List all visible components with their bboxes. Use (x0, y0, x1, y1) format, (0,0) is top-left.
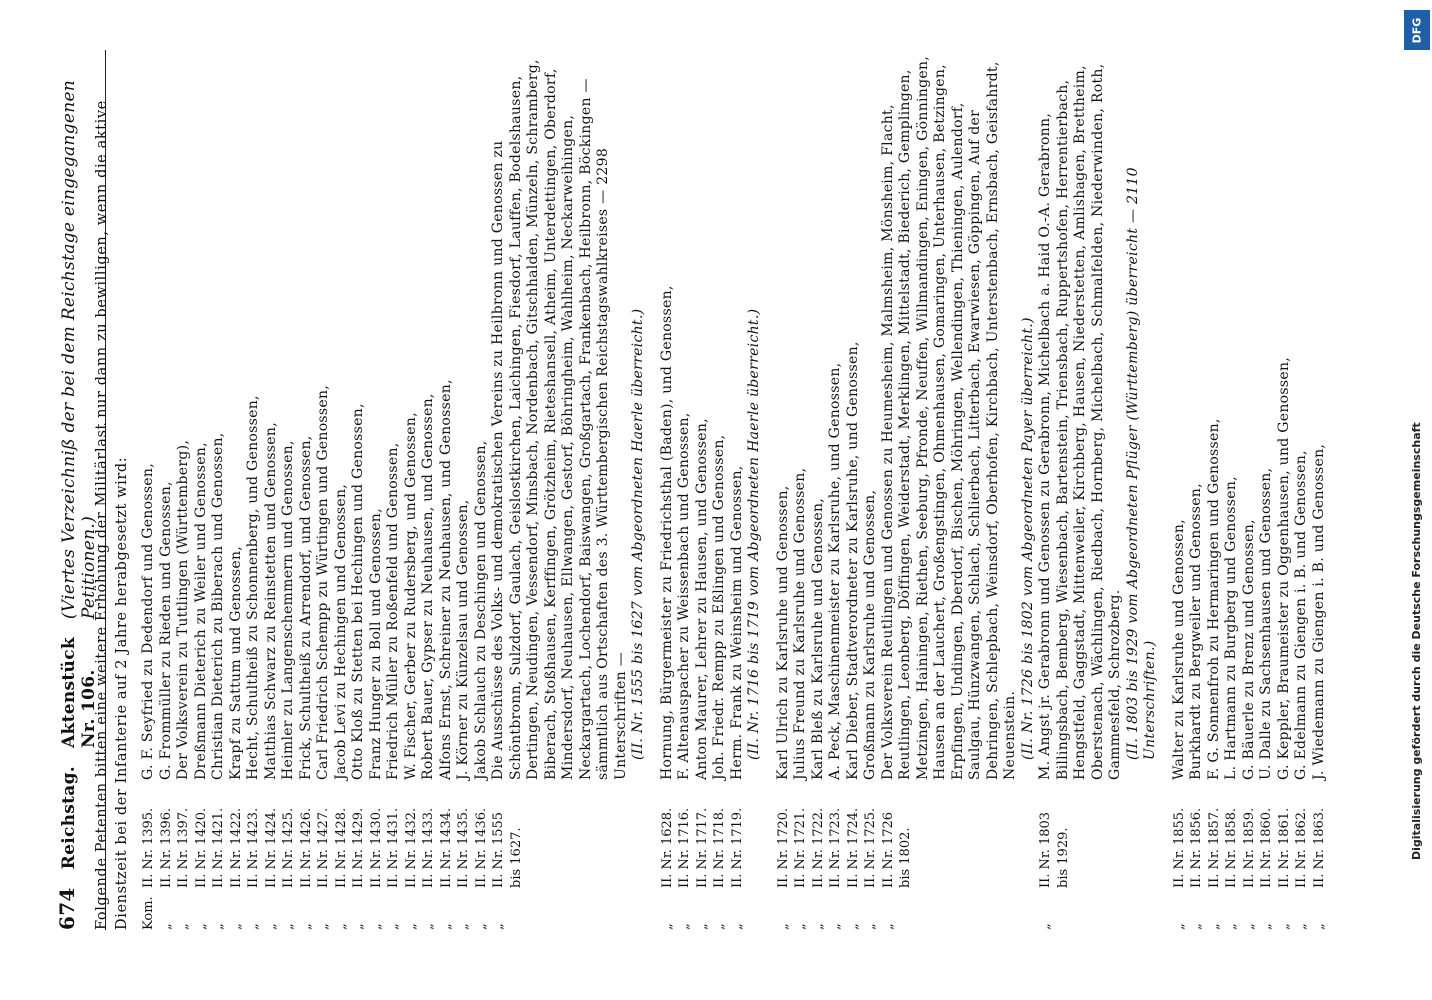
entry-number: II. Nr. 1719. (729, 807, 745, 888)
entry-number: II. Nr. 1425. (281, 807, 296, 888)
entry-number: II. Nr. 1723. (828, 807, 843, 888)
entry-number: II. Nr. 1555 bis 1627. (491, 811, 524, 888)
list-item (1241, 50, 1259, 930)
entry-marker: „ (659, 923, 675, 930)
entry-marker: „ (246, 923, 261, 930)
entry-number: II. Nr. 1429. (351, 807, 366, 888)
entry-number: II. Nr. 1861. (1276, 807, 1292, 888)
list-item (711, 50, 729, 930)
entry-number: II. Nr. 1720. (775, 807, 791, 888)
entry-text: G. F. Seyfried zu Dedendorf und Genossen, (140, 463, 156, 780)
entry-number: II. Nr. 1860. (1259, 807, 1274, 888)
list-item (729, 50, 747, 930)
entry-number: II. Nr. 1434. (438, 807, 454, 888)
entry-number: II. Nr. 1721. (793, 807, 808, 888)
list-item (694, 50, 712, 930)
entry-marker: „ (386, 923, 401, 930)
entry-number: II. Nr. 1863. (1311, 807, 1327, 888)
entry-number: II. Nr. 1423. (246, 807, 261, 888)
entry-marker: „ (421, 923, 436, 930)
entry-marker: „ (810, 923, 826, 930)
entry-marker: „ (473, 923, 489, 930)
list-item (1293, 50, 1311, 930)
entry-text: Karl Bleß zu Karlsruhe und Genossen, (809, 497, 826, 780)
list-item (158, 50, 176, 930)
entry-number: II. Nr. 1725. (863, 807, 878, 888)
entry-marker: „ (845, 923, 861, 930)
entry-marker: „ (1241, 923, 1257, 930)
dfg-credit: Digitalisierung gefördert durch die Deutsche Forschungsgemeinschaft (1410, 422, 1423, 860)
entry-text: Burkhardt zu Bergweiler und Genossen, (1188, 483, 1204, 780)
list-item (827, 50, 845, 930)
entry-number: II. Nr. 1422. (228, 807, 244, 888)
entry-text: Christian Dieterich zu Biberach und Genossen, (210, 432, 226, 780)
list-note (630, 50, 648, 930)
list-item (228, 50, 246, 930)
entry-marker: „ (491, 923, 506, 930)
list-item (210, 50, 228, 930)
entry-number: II. Nr. 1628. (659, 807, 675, 888)
entry-text: (II. Nr. 1555 bis 1627 vom Abgeordneten Haerle überreicht.) (630, 308, 646, 760)
entry-text: Karl Dieber, Stadtverordneter zu Karlsruhe, und Genossen, (844, 341, 861, 780)
entry-text: Karl Ulrich zu Karlsruhe und Genossen, (774, 485, 791, 780)
entry-number: II. Nr. 1718. (712, 807, 727, 888)
entry-marker: „ (1259, 923, 1274, 930)
entry-number: II. Nr. 1426. (298, 807, 314, 888)
list-note (746, 50, 764, 930)
entry-text: A. Peck, Maschinenmeister zu Karlsruhe, und Genossen, (827, 362, 843, 780)
list-item (792, 50, 810, 930)
page-number: 674 (55, 887, 79, 930)
header-left: Reichstag. (59, 765, 79, 870)
entry-number: II. Nr. 1726 bis 1802. (880, 811, 913, 888)
entry-marker: „ (228, 923, 244, 930)
entry-text: J. Wiedemann zu Giengen i. B. und Genossen, (1310, 443, 1327, 780)
page-subtitle: (Viertes Verzeichniß der bei dem Reichstage eingegangenen Petitionen.) (59, 79, 99, 620)
list-item (490, 50, 630, 930)
entry-number: II. Nr. 1397. (176, 807, 191, 888)
list-item (880, 50, 1020, 930)
list-item (368, 50, 386, 930)
entry-number: II. Nr. 1436. (473, 807, 489, 888)
entry-marker: „ (298, 923, 314, 930)
entry-number: II. Nr. 1432. (403, 807, 419, 888)
list-item (350, 50, 368, 930)
list-item (862, 50, 880, 930)
entry-number: II. Nr. 1716. (677, 807, 692, 888)
entry-text: Franz Hunger zu Boll und Genossen, (367, 508, 384, 780)
entry-text: F. G. Sonnenfroh zu Hermaringen und Genossen, (1205, 418, 1222, 780)
entry-marker: „ (863, 923, 878, 930)
entry-number: II. Nr. 1859. (1241, 807, 1257, 888)
list-item (403, 50, 421, 930)
entry-marker: „ (828, 923, 843, 930)
entry-text: Joh. Friedr. Rempp zu Eßlingen und Genossen, (711, 434, 727, 780)
list-item (1276, 50, 1294, 930)
entry-text: U. Dalle zu Sachsenhausen und Genossen, (1258, 467, 1274, 780)
entry-number: II. Nr. 1862. (1294, 807, 1309, 888)
entry-text: Robert Bauer, Gypser zu Neuhausen, und Genossen, (420, 393, 436, 780)
list-item (845, 50, 863, 930)
entry-number: II. Nr. 1856. (1189, 807, 1204, 888)
entry-text: Großmann zu Karlsruhe und Genossen, (862, 489, 878, 780)
entry-marker: „ (438, 923, 454, 930)
entry-marker: „ (1311, 923, 1327, 930)
entry-marker: „ (1206, 923, 1222, 930)
entry-text: Der Volksverein Reutlingen und Genossen zu Heumesheim, Malmsheim, Mönsheim, Flacht, Reutlingen, Leonberg, Döffingen, Weiderstadt, Merklingen, Mittelstadt, Biederich, Gemplingen, Metzingen, Hainingen, Riethen, Seeburg, Pfronde, Neuffen, Willmandingen, Eningen, Gönningen, Hausen an der Lauchert, Großengstingen, Ohmenhausen, Gomaringen, Unterhausen, Betzingen, Erpfingen, Undingen, Dberdorf, Bischen, Möhringen, Wellendingen, Thieningen, Aulendorf, Saulgau, Hünzwangen, Schlach, Schlierbach, Litterbach, Ewarwiesen, Göppingen, Auf der Dehringen, Schlepbach, Weinsdorf, Oberhofen, Kirchbach, Unterstenbach, Ernsbach, Geisfahrdt, Neuenstein. (879, 55, 1018, 780)
entry-marker: „ (1294, 923, 1309, 930)
list-item (1188, 50, 1206, 930)
list-item (1223, 50, 1241, 930)
entry-text: (II. Nr. 1716 bis 1719 vom Abgeordneten Haerle überreicht.) (746, 308, 762, 760)
list-item (333, 50, 351, 930)
entry-text: Jacob Levi zu Hechingen und Genossen, (332, 483, 349, 780)
digitization-sidebar (1402, 0, 1432, 1000)
entry-marker: „ (775, 923, 791, 930)
entry-marker: „ (456, 923, 471, 930)
list-item (438, 50, 456, 930)
entry-marker: „ (1171, 923, 1187, 930)
entry-text: Herm. Frank zu Weinsheim und Genossen, (728, 465, 745, 780)
entry-text: L. Hartmann zu Burgberg und Genossen, (1223, 476, 1239, 780)
list-item (1037, 50, 1125, 930)
entry-marker: „ (211, 923, 226, 930)
list-item (193, 50, 211, 930)
list-note (1125, 50, 1160, 930)
entry-number: II. Nr. 1724. (845, 807, 861, 888)
entry-text: Carl Friedrich Schempp zu Würtingen und Genossen, (315, 384, 331, 780)
page-title: Aktenstück Nr. 106. (59, 637, 99, 748)
list-item (280, 50, 298, 930)
list-item (385, 50, 403, 930)
entry-text: F. Altenauspacher zu Weissenbach und Genossen, (676, 412, 692, 780)
entry-marker: Kom. (141, 896, 156, 930)
list-item (298, 50, 316, 930)
entry-number: II. Nr. 1427. (316, 807, 331, 888)
entry-number: II. Nr. 1858. (1224, 807, 1239, 888)
entry-number: II. Nr. 1396. (158, 807, 174, 888)
entry-text: Hecht, Schultheiß zu Schonnenberg, und Genossen, (245, 395, 261, 780)
entry-number: II. Nr. 1435. (456, 807, 471, 888)
entry-marker: „ (333, 923, 349, 930)
list-item (810, 50, 828, 930)
entry-marker: „ (694, 923, 710, 930)
entry-text: Walter zu Karlsruhe und Genossen, (1170, 519, 1187, 780)
list-item (473, 50, 491, 930)
entry-text: (II. 1803 bis 1929 vom Abgeordneten Pflüger (Württemberg) überreicht — 2110 Unterschriften.) (1124, 167, 1158, 760)
entry-number: II. Nr. 1428. (333, 807, 349, 888)
petition-list (140, 50, 1328, 930)
list-item (676, 50, 694, 930)
entry-text: G. Edelmann zu Giengen i. B. und Genossen, (1293, 450, 1309, 780)
list-item (420, 50, 438, 930)
list-item (1206, 50, 1224, 930)
list-item (775, 50, 793, 930)
entry-number: II. Nr. 1430. (368, 807, 384, 888)
entry-text: M. Angst jr. Gerabronn und Genossen zu Gerabronn, Michelbach a. Haid O.-A. Gerabronn, Billingsbach, Bemberg, Wiesenbach, Bartenstein, Triensbach, Ruppertshofen, Herrentierbach, Hengstfeld, Gaggstadt, Mittenweiler, Kirchberg, Hausen, Niederstetten, Amlishagen, Brettheim, Oberstenach, Wächlingen, Riedbach, Hornberg, Michelbach, Schmalfelden, Niederwinden, Roth, Gammesfeld, Schrozberg. (1037, 63, 1123, 780)
intro-paragraph: Folgende Petenten bitten eine weitere Erhöhung der Militärlast nur dann zu bewilligen, wenn die aktive Dienstzeit bei der Infanterie auf 2 Jahre herabgesetzt wird: (94, 100, 130, 930)
entry-marker: „ (281, 923, 296, 930)
entry-text: Matthias Schwarz zu Reinstetten und Genossen, (262, 422, 279, 780)
list-item (315, 50, 333, 930)
entry-marker: „ (793, 923, 808, 930)
entry-number: II. Nr. 1722. (810, 807, 826, 888)
entry-marker: „ (193, 923, 209, 930)
entry-number: II. Nr. 1803 bis 1929. (1038, 811, 1071, 888)
entry-text: Frick, Schultheiß zu Arrendorf, und Genossen, (297, 435, 314, 780)
entry-marker: „ (712, 923, 727, 930)
entry-number: II. Nr. 1421. (211, 807, 226, 888)
list-item (140, 50, 158, 930)
entry-marker: „ (880, 923, 896, 930)
entry-marker: „ (176, 923, 191, 930)
entry-marker: „ (1189, 923, 1204, 930)
entry-text: Julius Freund zu Karlsruhe und Genossen, (792, 467, 808, 780)
entry-text: G. Keppler, Braumeister zu Oggenhausen, und Genossen, (1275, 356, 1292, 780)
entry-text: Alfons Ernst, Schreiner zu Neuhausen, und Genossen, (437, 379, 454, 780)
dfg-logo: DFG (1404, 10, 1430, 50)
entry-text: G. Frommüller zu Rieden und Genossen, (157, 481, 174, 780)
entry-number: II. Nr. 1855. (1171, 807, 1187, 888)
entry-text: G. Bäuerle zu Brenz und Genossen, (1240, 519, 1257, 780)
entry-text: Die Ausschüsse des Volks- und demokratischen Vereins zu Heilbronn und Genossen zu Schöntbronn, Sulzdorf, Gaulach, Geislostkirchen, Laichingen, Fiesdorf, Lauffen, Bodelshausen, Dertingen, Neudingen, Vessendorf, Minsbach, Nordenbach, Gitschhalden, Münzeln, Schramberg, Biberach, Stoßhausen, Kerffingen, Grötzheim, Rieteshansell, Atheim, Unterdettingen, Oberdorf, Mindersdorf, Neuhausen, Ellwangen, Gestorf, Böhringheim, Wahlheim, Neckarweihingen, Neckargartach, Lochendorf, Baiswangen, Großgartach, Frankenbach, Heilbronn, Böckingen — sämmtlich aus Ortschaften des 3. Württembergischen Reichstagswahlkreises — 2298 Unterschriften — (490, 59, 629, 780)
entry-marker: „ (351, 923, 366, 930)
entry-marker: „ (1038, 923, 1053, 930)
list-item (245, 50, 263, 930)
entry-number: II. Nr. 1395. (141, 807, 156, 888)
entry-marker: „ (158, 923, 174, 930)
entry-text: Heimler zu Langenschemmern und Genossen, (280, 440, 296, 780)
entry-marker: „ (677, 923, 692, 930)
list-item (455, 50, 473, 930)
list-item (1258, 50, 1276, 930)
list-item (659, 50, 677, 930)
list-item (263, 50, 281, 930)
entry-text: Der Volksverein zu Tuttlingen (Württemberg), (175, 439, 191, 780)
entry-text: J. Körner zu Künzelsau und Genossen, (455, 499, 471, 780)
list-note (1020, 50, 1038, 930)
entry-text: Anton Maurer, Lehrer zu Hausen, und Genossen, (693, 418, 710, 780)
entry-marker: „ (316, 923, 331, 930)
entry-text: Dreßmann Dieterich zu Weiler und Genossen, (192, 442, 209, 780)
entry-text: Hornung, Bürgermeister zu Friedrichsthal (Baden), und Genossen, (658, 285, 675, 780)
entry-text: W. Fischer, Gerber zu Rudersberg, und Genossen, (402, 412, 419, 780)
entry-marker: „ (403, 923, 419, 930)
entry-marker: „ (1276, 923, 1292, 930)
entry-marker: „ (263, 923, 279, 930)
entry-number: II. Nr. 1424. (263, 807, 279, 888)
entry-number: II. Nr. 1420. (193, 807, 209, 888)
list-item (1311, 50, 1329, 930)
entry-number: II. Nr. 1433. (421, 807, 436, 888)
entry-marker: „ (729, 923, 745, 930)
list-item (175, 50, 193, 930)
entry-text: (II. Nr. 1726 bis 1802 vom Abgeordneten Payer überreicht.) (1019, 317, 1036, 760)
entry-text: Otto Kloß zu Stetten bei Hechingen und Genossen, (350, 403, 366, 780)
entry-number: II. Nr. 1717. (694, 807, 710, 888)
entry-text: Jakob Schlauch zu Deschingen und Genossen, (472, 440, 489, 780)
entry-marker: „ (1224, 923, 1239, 930)
entry-text: Friedrich Müller zu Roßenfeld und Genossen, (385, 442, 401, 780)
entry-number: II. Nr. 1857. (1206, 807, 1222, 888)
entry-marker: „ (368, 923, 384, 930)
entry-number: II. Nr. 1431. (386, 807, 401, 888)
list-item (1171, 50, 1189, 930)
entry-text: Krapf zu Sattum und Genossen, (227, 545, 244, 780)
